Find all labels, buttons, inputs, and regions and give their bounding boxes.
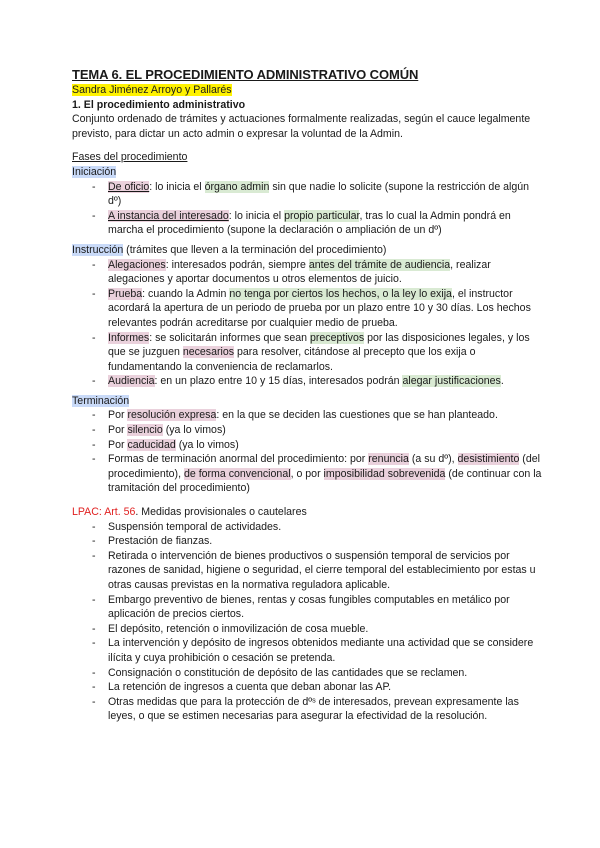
list-item: - Por caducidad (ya lo vimos) (108, 438, 542, 453)
list-item: - Otras medidas que para la protección de dºˢ de interesados, prevean expresamente las leyes, o que se estimen necesarias para asegurar la efectividad de la resolución. (108, 695, 542, 724)
iniciacion-list (72, 180, 542, 238)
list-item: - Informes: se solicitarán informes que sean preceptivos por las disposiciones legales, y los que se juzguen necesarios para resolver, citándose al precepto que los exija o fundamentando la conveniencia de reclamarlos. (108, 331, 542, 375)
list-item: - La retención de ingresos a cuenta que deban abonar las AP. (108, 680, 542, 695)
page-title: TEMA 6. EL PROCEDIMIENTO ADMINISTRATIVO COMÚN (72, 67, 419, 82)
list-item: - Por silencio (ya lo vimos) (108, 423, 542, 438)
fases-heading: Fases del procedimiento (72, 151, 188, 164)
list-item: - El depósito, retención o inmovilización de cosa mueble. (108, 622, 542, 637)
author-name: Sandra Jiménez Arroyo y Pallarés (72, 84, 232, 96)
document-page (72, 66, 542, 724)
medidas-list (72, 520, 542, 724)
list-item: - Embargo preventivo de bienes, rentas y cosas fungibles computables en metálico por aplicación de precios ciertos. (108, 593, 542, 622)
instruccion-label: Instrucción (72, 243, 124, 256)
lpac-link[interactable]: LPAC (72, 506, 99, 519)
list-item: - Alegaciones: interesados podrán, siempre antes del trámite de audiencia, realizar alegaciones y aportar documentos u otros elementos de juicio. (108, 258, 542, 287)
article-link[interactable]: Art. 56 (104, 506, 136, 519)
list-item: - Por resolución expresa: en la que se deciden las cuestiones que se han planteado. (108, 408, 542, 423)
list-item: - A instancia del interesado: lo inicia el propio particular, tras lo cual la Admin pondrá en marcha el procedimiento (supone la declaración o ampliación de un dº) (108, 209, 542, 238)
iniciacion-label: Iniciación (72, 165, 117, 178)
terminacion-list (72, 408, 542, 496)
list-item: - Audiencia: en un plazo entre 10 y 15 días, interesados podrán alegar justificaciones. (108, 374, 542, 389)
instruccion-list (72, 258, 542, 389)
list-item: - Consignación o constitución de depósito de las cantidades que se reclamen. (108, 666, 542, 681)
terminacion-label: Terminación (72, 394, 130, 407)
list-item: - Prestación de fianzas. (108, 534, 542, 549)
list-item: - Suspensión temporal de actividades. (108, 520, 542, 535)
instruccion-note: (trámites que lleven a la terminación del procedimiento) (123, 243, 387, 256)
list-item: - Prueba: cuando la Admin no tenga por ciertos los hechos, o la ley lo exija, el instructor acordará la apertura de un periodo de prueba por un plazo entre 10 y 30 días. Los hechos relevantes podrán acreditarse por cualquier medio de prueba. (108, 287, 542, 331)
list-item: - Formas de terminación anormal del procedimiento: por renuncia (a su dº), desistimiento (del procedimiento), de forma convencional, o por imposibilidad sobrevenida (de continuar con la tramitación del procedimiento) (108, 452, 542, 496)
list-item: - De oficio: lo inicia el órgano admin sin que nadie lo solicite (supone la restricción de algún dº) (108, 180, 542, 209)
section-heading: 1. El procedimiento administrativo (72, 98, 246, 111)
list-item: - La intervención y depósito de ingresos obtenidos mediante una actividad que se considere ilícita y cuya prohibición o cesación se pretenda. (108, 636, 542, 665)
list-item: - Retirada o intervención de bienes productivos o suspensión temporal de servicios por razones de sanidad, higiene o seguridad, el cierre temporal del establecimiento por estas u otras causas previstas en la normativa reguladora aplicable. (108, 549, 542, 593)
lpac-heading: LPAC: Art. 56. Medidas provisionales o cautelares (72, 506, 307, 519)
definition-paragraph: Conjunto ordenado de trámites y actuaciones formalmente realizadas, según el cauce legalmente previsto, para dictar un acto admin o expresar la voluntad de la Admin. (72, 113, 531, 140)
